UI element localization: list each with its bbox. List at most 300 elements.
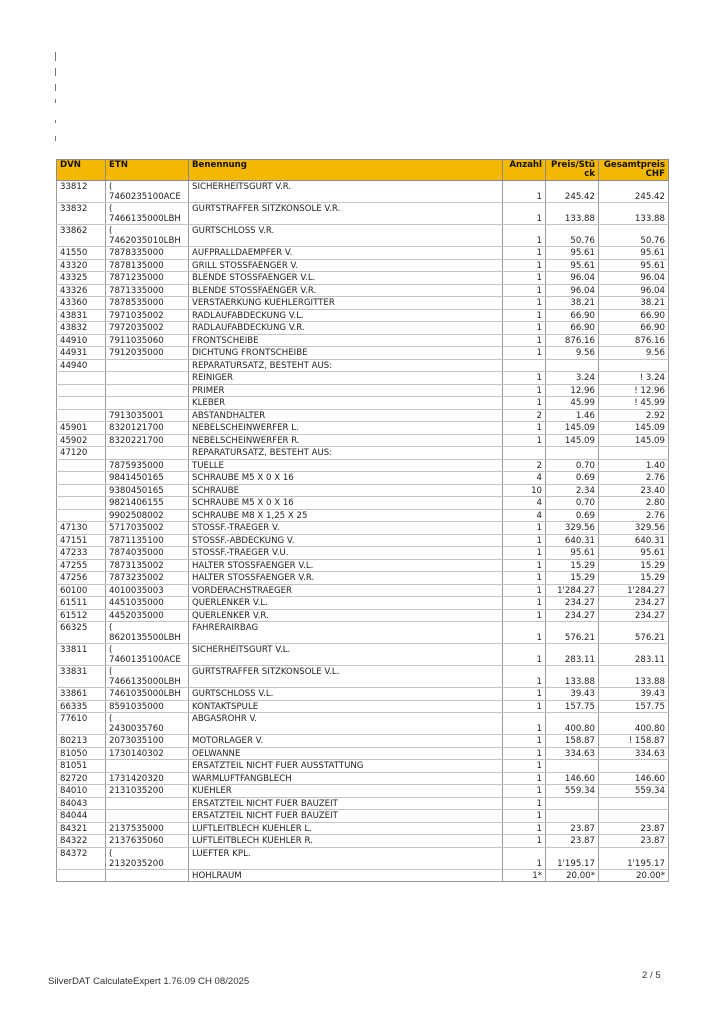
cell-preis: 66.90 [546,322,599,335]
cell-gesamtpreis: 157.75 [599,700,669,713]
cell-benennung: DICHTUNG FRONTSCHEIBE [189,347,503,360]
cell-etn: 5717035002 [106,522,189,535]
table-row [57,497,669,510]
cell-benennung: ABGASROHR V. [189,713,503,735]
table-row [57,322,669,335]
table-row [57,810,669,823]
cell-dvn: 47120 [57,447,106,460]
cell-etn: 9841450165 [106,472,189,485]
cell-preis: 876.16 [546,334,599,347]
cell-anzahl: 1 [503,622,546,644]
cell-gesamtpreis: 38.21 [599,297,669,310]
cell-dvn: 47151 [57,534,106,547]
cell-gesamtpreis: 95.61 [599,259,669,272]
column-header-anzahl: Anzahl [503,160,546,181]
table-row [57,484,669,497]
cell-etn: 8320121700 [106,422,189,435]
cell-anzahl: 1 [503,797,546,810]
cell-dvn: 81051 [57,760,106,773]
cell-gesamtpreis: 133.88 [599,666,669,688]
cell-gesamtpreis: 96.04 [599,272,669,285]
cell-anzahl: 1 [503,181,546,203]
parts-table [56,159,669,882]
cell-gesamtpreis: ! 158.87 [599,735,669,748]
cell-etn [106,384,189,397]
cell-anzahl: 1 [503,547,546,560]
cell-gesamtpreis: 400.80 [599,713,669,735]
table-row [57,372,669,385]
table-row [57,459,669,472]
cell-etn: 8591035000 [106,700,189,713]
cell-benennung: HOHLRAUM [189,869,503,882]
cell-gesamtpreis: 145.09 [599,422,669,435]
cell-preis [546,810,599,823]
cell-benennung: REINIGER [189,372,503,385]
cell-gesamtpreis: 20.00* [599,869,669,882]
cell-preis: 400.80 [546,713,599,735]
cell-benennung: GRILL STOSSFAENGER V. [189,259,503,272]
cell-preis: 95.61 [546,247,599,260]
cell-dvn: 33861 [57,688,106,701]
cell-etn [106,760,189,773]
table-row [57,785,669,798]
cell-gesamtpreis: 50.76 [599,225,669,247]
software-footer: SilverDAT CalculateExpert 1.76.09 CH 08/2025 [48,976,250,987]
cell-anzahl: 1 [503,584,546,597]
cell-etn: 7871235000 [106,272,189,285]
cell-preis: 329.56 [546,522,599,535]
cell-benennung: QUERLENKER V.R. [189,609,503,622]
cell-preis: 23.87 [546,835,599,848]
cell-anzahl: 1 [503,297,546,310]
cell-anzahl: 2 [503,409,546,422]
cell-gesamtpreis: 133.88 [599,203,669,225]
cell-anzahl: 1 [503,534,546,547]
cell-preis: 20.00* [546,869,599,882]
cell-benennung: VORDERACHSTRAEGER [189,584,503,597]
cell-etn: 9821406155 [106,497,189,510]
cell-etn: 2131035200 [106,785,189,798]
table-row [57,547,669,560]
cell-etn: ( 2430035760 [106,713,189,735]
table-row [57,835,669,848]
cell-gesamtpreis: ! 3.24 [599,372,669,385]
cell-etn: 7875935000 [106,459,189,472]
cell-anzahl: 1 [503,259,546,272]
cell-preis: 95.61 [546,547,599,560]
cell-preis: 146.60 [546,772,599,785]
cell-etn: 2073035100 [106,735,189,748]
cell-etn [106,797,189,810]
cell-dvn: 47256 [57,572,106,585]
cell-etn [106,397,189,410]
table-header-row [57,160,669,181]
cell-dvn: 66335 [57,700,106,713]
cell-benennung: SCHRAUBE M5 X 0 X 16 [189,472,503,485]
cell-etn: 7878335000 [106,247,189,260]
cell-benennung: NEBELSCHEINWERFER L. [189,422,503,435]
cell-preis [546,447,599,460]
cell-anzahl: 2 [503,459,546,472]
cell-preis [546,359,599,372]
cell-preis: 1'195.17 [546,847,599,869]
cell-preis: 0.70 [546,459,599,472]
table-row [57,347,669,360]
cell-dvn: 33832 [57,203,106,225]
cell-gesamtpreis: 876.16 [599,334,669,347]
cell-benennung: RADLAUFABDECKUNG V.R. [189,322,503,335]
cell-gesamtpreis: 66.90 [599,322,669,335]
cell-benennung: SICHERHEITSGURT V.L. [189,644,503,666]
table-row [57,359,669,372]
cell-etn: 4452035000 [106,609,189,622]
table-row [57,572,669,585]
cell-etn: 7913035001 [106,409,189,422]
cell-dvn: 44931 [57,347,106,360]
cell-benennung: STOSSF.-TRAEGER V.U. [189,547,503,560]
table-row [57,609,669,622]
cell-preis: 559.34 [546,785,599,798]
cell-etn: ( 7460135100ACE [106,644,189,666]
cell-benennung: QUERLENKER V.L. [189,597,503,610]
cell-dvn: 77610 [57,713,106,735]
cell-preis: 0.69 [546,472,599,485]
table-row [57,247,669,260]
cell-gesamtpreis: 2.76 [599,472,669,485]
cell-benennung: STOSSF.-ABDECKUNG V. [189,534,503,547]
cell-benennung: HALTER STOSSFAENGER V.R. [189,572,503,585]
table-row [57,622,669,644]
cell-dvn: 43831 [57,309,106,322]
table-row [57,284,669,297]
cell-benennung: AUFPRALLDAEMPFER V. [189,247,503,260]
cell-gesamtpreis: 2.80 [599,497,669,510]
table-row [57,422,669,435]
cell-benennung: GURTSCHLOSS V.L. [189,688,503,701]
table-row [57,309,669,322]
cell-preis: 12.96 [546,384,599,397]
cell-anzahl: 1 [503,522,546,535]
cell-dvn: 43360 [57,297,106,310]
cell-anzahl: 1 [503,284,546,297]
cell-preis: 245.42 [546,181,599,203]
cell-preis: 1'284.27 [546,584,599,597]
cell-gesamtpreis: 2.76 [599,509,669,522]
cell-preis: 157.75 [546,700,599,713]
cell-benennung: FRONTSCHEIBE [189,334,503,347]
cell-dvn: 47255 [57,559,106,572]
cell-gesamtpreis: 9.56 [599,347,669,360]
cell-etn: 7873235002 [106,572,189,585]
cell-anzahl: 1 [503,772,546,785]
cell-anzahl: 1 [503,225,546,247]
cell-etn: 1730140302 [106,747,189,760]
cell-dvn: 44910 [57,334,106,347]
cell-gesamtpreis: 23.87 [599,822,669,835]
cell-anzahl: 1 [503,559,546,572]
table-row [57,334,669,347]
table-row [57,644,669,666]
cell-etn: 7873135002 [106,559,189,572]
table-row [57,760,669,773]
cell-benennung: LUFTLEITBLECH KUEHLER R. [189,835,503,848]
cell-preis: 45.99 [546,397,599,410]
cell-anzahl [503,447,546,460]
table-row [57,700,669,713]
cell-preis: 0.69 [546,509,599,522]
cell-anzahl: 1 [503,203,546,225]
cell-etn: 7874035000 [106,547,189,560]
cell-anzahl: 1 [503,334,546,347]
cell-dvn: 66325 [57,622,106,644]
cell-benennung: ERSATZTEIL NICHT FUER AUSSTATTUNG [189,760,503,773]
column-header-benennung: Benennung [189,160,503,181]
cell-gesamtpreis: 640.31 [599,534,669,547]
cell-preis: 66.90 [546,309,599,322]
cell-gesamtpreis: 245.42 [599,181,669,203]
cell-benennung: REPARATURSATZ, BESTEHT AUS: [189,447,503,460]
cell-benennung: MOTORLAGER V. [189,735,503,748]
table-row [57,534,669,547]
cell-etn [106,810,189,823]
cell-etn [106,372,189,385]
cell-etn: 7911035060 [106,334,189,347]
cell-dvn [57,409,106,422]
cell-anzahl: 1 [503,835,546,848]
cell-dvn: 80213 [57,735,106,748]
cell-etn: 7878135000 [106,259,189,272]
table-row [57,297,669,310]
table-row [57,869,669,882]
cell-etn: 8320221700 [106,434,189,447]
cell-gesamtpreis: 15.29 [599,559,669,572]
column-header-dvn: DVN [57,160,106,181]
cell-anzahl: 1 [503,597,546,610]
cell-benennung: TUELLE [189,459,503,472]
cell-preis: 38.21 [546,297,599,310]
cell-dvn: 33831 [57,666,106,688]
cell-etn: ( 2132035200 [106,847,189,869]
cell-benennung: KUEHLER [189,785,503,798]
cell-anzahl: 4 [503,509,546,522]
cell-etn: 7878535000 [106,297,189,310]
cell-gesamtpreis: 1'195.17 [599,847,669,869]
cell-gesamtpreis: 15.29 [599,572,669,585]
cell-benennung: OELWANNE [189,747,503,760]
cell-gesamtpreis: 334.63 [599,747,669,760]
table-row [57,447,669,460]
cell-preis: 145.09 [546,422,599,435]
cell-preis: 145.09 [546,434,599,447]
cell-dvn: 61512 [57,609,106,622]
cell-gesamtpreis: 95.61 [599,547,669,560]
table-row [57,847,669,869]
cell-dvn: 47130 [57,522,106,535]
cell-dvn [57,397,106,410]
cell-benennung: RADLAUFABDECKUNG V.L. [189,309,503,322]
cell-preis: 133.88 [546,666,599,688]
cell-dvn: 43326 [57,284,106,297]
column-header-etn: ETN [106,160,189,181]
cell-dvn [57,509,106,522]
table-row [57,181,669,203]
table-row [57,666,669,688]
cell-anzahl: 1 [503,688,546,701]
cell-benennung: LUEFTER KPL. [189,847,503,869]
cell-dvn: 43320 [57,259,106,272]
cell-dvn: 33811 [57,644,106,666]
table-row [57,735,669,748]
cell-gesamtpreis: 1.40 [599,459,669,472]
cell-etn: ( 7460235100ACE [106,181,189,203]
cell-etn: 4451035000 [106,597,189,610]
cell-gesamtpreis: 146.60 [599,772,669,785]
cell-dvn: 84044 [57,810,106,823]
cell-etn [106,447,189,460]
cell-gesamtpreis: 283.11 [599,644,669,666]
cell-etn: ( 7462035010LBH [106,225,189,247]
cell-preis: 0.70 [546,497,599,510]
cell-preis: 234.27 [546,609,599,622]
cell-preis: 95.61 [546,259,599,272]
cell-etn: 1731420320 [106,772,189,785]
table-row [57,259,669,272]
cell-gesamtpreis: 23.87 [599,835,669,848]
table-row [57,772,669,785]
cell-benennung: GURTSCHLOSS V.R. [189,225,503,247]
column-header-gesamtpreis: Gesamtpreis CHF [599,160,669,181]
cell-dvn: 84321 [57,822,106,835]
table-row [57,747,669,760]
cell-gesamtpreis: 95.61 [599,247,669,260]
cell-preis: 334.63 [546,747,599,760]
cell-dvn [57,372,106,385]
table-row [57,509,669,522]
table-row [57,688,669,701]
cell-etn [106,359,189,372]
cell-etn: 9380450165 [106,484,189,497]
column-header-preis: Preis/Stü ck [546,160,599,181]
cell-benennung: BLENDE STOSSFAENGER V.L. [189,272,503,285]
table-row [57,559,669,572]
cell-benennung: GURTSTRAFFER SITZKONSOLE V.R. [189,203,503,225]
table-row [57,822,669,835]
cell-anzahl: 1 [503,747,546,760]
cell-dvn: 33812 [57,181,106,203]
cell-anzahl: 4 [503,472,546,485]
cell-preis: 3.24 [546,372,599,385]
cell-preis: 9.56 [546,347,599,360]
table-row [57,203,669,225]
table-row [57,397,669,410]
cell-gesamtpreis: 39.43 [599,688,669,701]
cell-dvn [57,869,106,882]
cell-dvn: 84010 [57,785,106,798]
cell-gesamtpreis: 96.04 [599,284,669,297]
cell-etn [106,869,189,882]
cell-preis [546,760,599,773]
cell-anzahl: 1 [503,735,546,748]
cell-dvn: 60100 [57,584,106,597]
cell-gesamtpreis [599,359,669,372]
table-row [57,472,669,485]
cell-dvn: 47233 [57,547,106,560]
cell-dvn: 81050 [57,747,106,760]
cell-etn: 2137535000 [106,822,189,835]
cell-etn: ( 8620135500LBH [106,622,189,644]
cell-anzahl: 1 [503,384,546,397]
cell-benennung: PRIMER [189,384,503,397]
cell-benennung: KLEBER [189,397,503,410]
cell-dvn: 45901 [57,422,106,435]
cell-etn: 7871335000 [106,284,189,297]
cell-dvn: 43832 [57,322,106,335]
cell-etn: 7912035000 [106,347,189,360]
cell-preis: 96.04 [546,284,599,297]
cell-benennung: SCHRAUBE M5 X 0 X 16 [189,497,503,510]
cell-anzahl: 1 [503,847,546,869]
cell-gesamtpreis: 234.27 [599,597,669,610]
cell-dvn: 33862 [57,225,106,247]
table-row [57,713,669,735]
cell-etn: 4010035003 [106,584,189,597]
cell-preis: 96.04 [546,272,599,285]
cell-gesamtpreis: 145.09 [599,434,669,447]
cell-anzahl: 1 [503,397,546,410]
table-row [57,272,669,285]
cell-preis: 15.29 [546,572,599,585]
table-body [57,181,669,882]
cell-benennung: NEBELSCHEINWERFER R. [189,434,503,447]
cell-anzahl: 1 [503,347,546,360]
cell-anzahl: 1 [503,700,546,713]
cell-dvn: 61511 [57,597,106,610]
cell-benennung: HALTER STOSSFAENGER V.L. [189,559,503,572]
cell-anzahl: 1 [503,760,546,773]
cell-benennung: ABSTANDHALTER [189,409,503,422]
cell-gesamtpreis: ! 12.96 [599,384,669,397]
cell-preis: 23.87 [546,822,599,835]
table-row [57,597,669,610]
cell-dvn: 82720 [57,772,106,785]
cell-anzahl: 4 [503,497,546,510]
cell-etn: 7871135100 [106,534,189,547]
cell-anzahl: 1 [503,309,546,322]
cell-etn: 7461035000LBH [106,688,189,701]
cell-preis: 576.21 [546,622,599,644]
cell-benennung: VERSTAERKUNG KUEHLERGITTER [189,297,503,310]
cell-anzahl: 1 [503,644,546,666]
cell-anzahl: 10 [503,484,546,497]
cell-anzahl: 1 [503,810,546,823]
table-row [57,522,669,535]
cell-anzahl: 1 [503,434,546,447]
cell-etn: 9902508002 [106,509,189,522]
cell-etn: ( 7466135000LBH [106,666,189,688]
cell-dvn: 45902 [57,434,106,447]
cell-dvn [57,384,106,397]
cell-etn: ( 7466135000LBH [106,203,189,225]
cell-dvn [57,472,106,485]
cell-gesamtpreis: 66.90 [599,309,669,322]
cell-benennung: ERSATZTEIL NICHT FUER BAUZEIT [189,810,503,823]
cell-benennung: REPARATURSATZ, BESTEHT AUS: [189,359,503,372]
cell-benennung: GURTSTRAFFER SITZKONSOLE V.L. [189,666,503,688]
cell-gesamtpreis: 559.34 [599,785,669,798]
cell-benennung: STOSSF.-TRAEGER V. [189,522,503,535]
cell-benennung: WARMLUFTFANGBLECH [189,772,503,785]
cell-benennung: LUFTLEITBLECH KUEHLER L. [189,822,503,835]
